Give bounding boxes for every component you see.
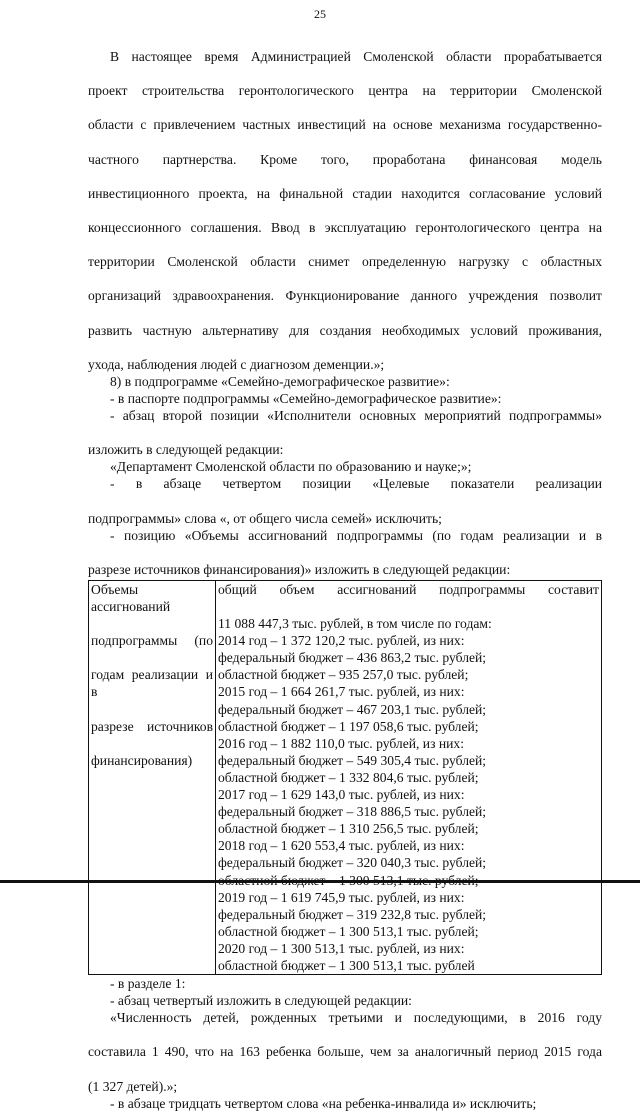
abzac-second-paragraph [88, 407, 602, 458]
text-line: концессионного соглашения. Ввод в эксплуатацию геронтологического центра на [88, 219, 602, 235]
passport-line: - в паспорте подпрограммы «Семейно-демографическое развитие»: [110, 390, 502, 406]
text-line: развить частную альтернативу для создания необходимых условий проживания, [88, 322, 602, 338]
text-line: ухода, наблюдения людей с диагнозом деменции.»; [88, 356, 385, 372]
text-line: подпрограммы» слова «, от общего числа семей» исключить; [88, 510, 442, 526]
cell-line: областной бюджет – 1 300 513,1 тыс. рублей [218, 957, 475, 973]
cell-line: годам реализации и в [91, 667, 213, 700]
allocations-label-cell [89, 580, 216, 974]
text-line: В настоящее время Администрацией Смоленской области прорабатывается [110, 49, 602, 64]
abzac-fourth-paragraph [88, 475, 602, 526]
cell-line: 2018 год – 1 620 553,4 тыс. рублей, из них: [218, 838, 465, 854]
allocations-value-cell [216, 580, 602, 974]
cell-line: подпрограммы (по [91, 633, 213, 649]
text-line: - в абзаце четвертом позиции «Целевые показатели реализации [110, 476, 602, 492]
cell-line: областной бюджет – 1 332 804,6 тыс. рублей; [218, 769, 479, 785]
paragraph-gerontology-center [88, 48, 602, 373]
text-line: области с привлечением частных инвестиций на основе механизма государственно- [88, 117, 602, 133]
cell-line: областной бюджет – 935 257,0 тыс. рублей; [218, 667, 469, 683]
quote-paragraph [88, 1009, 602, 1094]
abzac-34-line: - в абзаце тридцать четвертом слова «на ребенка-инвалида и» исключить; [110, 1095, 537, 1111]
cell-line: 2017 год – 1 629 143,0 тыс. рублей, из них: [218, 787, 465, 803]
abzac-fourth-edit-line: - абзац четвертый изложить в следующей редакции: [110, 993, 412, 1009]
text-line: составила 1 490, что на 163 ребенка больше, чем за аналогичный период 2015 года [88, 1044, 602, 1060]
cell-line: 2014 год – 1 372 120,2 тыс. рублей, из них: [218, 633, 465, 649]
item-8-heading: 8) в подпрограмме «Семейно-демографическое развитие»: [110, 373, 450, 389]
cell-line: федеральный бюджет – 318 886,5 тыс. рублей; [218, 804, 487, 820]
cell-line: федеральный бюджет – 467 203,1 тыс. рублей; [218, 701, 487, 717]
cell-line: 2016 год – 1 882 110,0 тыс. рублей, из них: [218, 735, 464, 751]
text-line: «Численность детей, рожденных третьими и последующими, в 2016 году [110, 1010, 602, 1026]
cell-line: 2020 год – 1 300 513,1 тыс. рублей, из них: [218, 940, 465, 956]
cell-line: федеральный бюджет – 320 040,3 тыс. рублей; [218, 855, 487, 871]
text-line: территории Смоленской области снимет определенную нагрузку с областных [88, 254, 602, 270]
department-line: «Департамент Смоленской области по образованию и науке;»; [110, 459, 472, 475]
cell-line: федеральный бюджет – 436 863,2 тыс. рублей; [218, 650, 487, 666]
cell-line: 11 088 447,3 тыс. рублей, в том числе по годам: [218, 616, 492, 632]
allocations-table [88, 580, 602, 975]
text-line: - абзац второй позиции «Исполнители основных мероприятий подпрограммы» [110, 407, 602, 423]
cell-line: областной бюджет – 1 300 513,1 тыс. рублей; [218, 923, 479, 939]
table-row [89, 580, 602, 974]
cell-line: 2019 год – 1 619 745,9 тыс. рублей, из них: [218, 889, 465, 905]
cell-line: разрезе источников [91, 718, 213, 734]
text-line: организаций здравоохранения. Функционирование данного учреждения позволит [88, 288, 602, 304]
cell-line: общий объем ассигнований подпрограммы составит [218, 581, 599, 597]
text-line: разрезе источников финансирования)» изложить в следующей редакции: [88, 561, 511, 577]
position-paragraph [88, 527, 602, 578]
footer-divider [0, 880, 640, 883]
cell-line: федеральный бюджет – 549 305,4 тыс. рублей; [218, 752, 487, 768]
section-1-line: - в разделе 1: [110, 976, 186, 992]
text-line: (1 327 детей).»; [88, 1078, 178, 1094]
cell-line: 2015 год – 1 664 261,7 тыс. рублей, из них: [218, 684, 465, 700]
text-line: - позицию «Объемы ассигнований подпрограммы (по годам реализации и в [110, 527, 602, 543]
text-line: инвестиционного проекта, на финальной стадии находится согласование условий [88, 185, 602, 201]
text-line: проект строительства геронтологического центра на территории Смоленской [88, 83, 602, 99]
text-line: частного партнерства. Кроме того, проработана финансовая модель [88, 151, 602, 167]
text-line: изложить в следующей редакции: [88, 442, 284, 458]
cell-line: областной бюджет – 1 197 058,6 тыс. рублей; [218, 718, 479, 734]
cell-line: Объемы ассигнований [91, 581, 171, 614]
page-number: 25 [314, 7, 326, 21]
cell-line: финансирования) [91, 752, 193, 768]
document-body [88, 48, 602, 1112]
cell-line: областной бюджет – 1 310 256,5 тыс. рублей; [218, 821, 479, 837]
cell-line: федеральный бюджет – 319 232,8 тыс. рублей; [218, 906, 487, 922]
